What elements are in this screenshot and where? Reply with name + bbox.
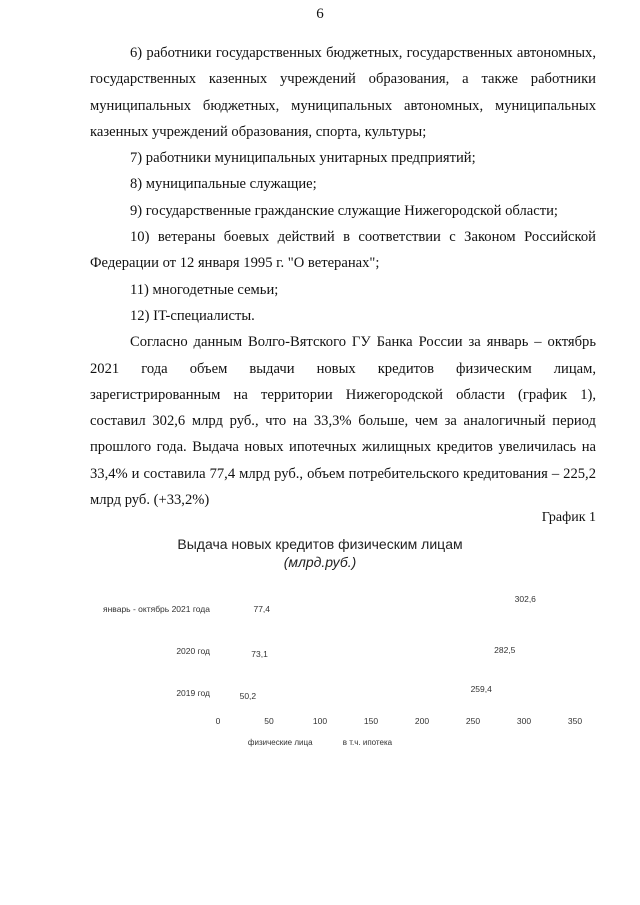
x-tick-label: 50	[264, 716, 274, 726]
x-tick-label: 150	[363, 716, 379, 726]
data-label: 259,4	[470, 684, 492, 694]
legend-entry-mortgage: в т.ч. ипотека	[342, 738, 393, 747]
credit-chart	[0, 530, 640, 760]
chart-subtitle: (млрд.руб.)	[283, 554, 357, 570]
x-tick-label: 0	[215, 716, 221, 726]
document-text	[90, 40, 596, 513]
paragraph-item-9: 9) государственные гражданские служащие Нижегородской области;	[130, 202, 558, 219]
x-tick-label: 200	[414, 716, 430, 726]
x-tick-label: 300	[516, 716, 532, 726]
paragraph-item-6: 6) работники государственных бюджетных, государственных автономных, государственных казенных учреждений образования, а также работники муниципальных бюджетных, муниципальных автономных, муниципальных казенных учреждений образования, спорта, культуры;	[90, 45, 596, 140]
paragraph-item-10: 10) ветераны боевых действий в соответствии с Законом Российской Федерации от 12 января 1995 г. "О ветеранах";	[90, 229, 596, 272]
paragraph-item-12: 12) IT-специалисты.	[130, 307, 255, 324]
paragraph-item-7: 7) работники муниципальных унитарных предприятий;	[130, 150, 476, 167]
figure-label: График 1	[541, 510, 596, 525]
data-label: 50,2	[239, 691, 257, 701]
category-label: 2019 год	[176, 688, 210, 698]
category-label: январь - октябрь 2021 года	[103, 604, 210, 614]
x-tick-label: 350	[567, 716, 583, 726]
data-label: 302,6	[514, 594, 536, 604]
data-label: 73,1	[251, 649, 268, 659]
legend-entry-individuals: физические лица	[247, 738, 313, 747]
chart-title: Выдача новых кредитов физическим лицам	[177, 536, 463, 552]
paragraph-credit-summary: Согласно данным Волго-Вятского ГУ Банка России за январь – октябрь 2021 года объем выдачи новых кредитов физическим лицам, зарегистрированным на территории Нижегородской области (график 1), составил 302,6 млрд руб., что на 33,3% больше, чем за аналогичный период прошлого года. Выдача новых ипотечных жилищных кредитов увеличилась на 33,4% и составила 77,4 млрд руб., объем потребительского кредитования – 225,2 млрд руб. (+33,2%)	[90, 334, 596, 509]
x-tick-label: 100	[312, 716, 328, 726]
data-label: 77,4	[253, 604, 271, 614]
x-tick-label: 250	[465, 716, 481, 726]
chart-legend	[0, 738, 640, 747]
page-number: 6	[316, 6, 324, 22]
data-label: 282,5	[494, 645, 516, 655]
paragraph-item-8: 8) муниципальные служащие;	[130, 176, 317, 193]
paragraph-item-11: 11) многодетные семьи;	[130, 281, 279, 298]
category-label: 2020 год	[176, 646, 210, 656]
